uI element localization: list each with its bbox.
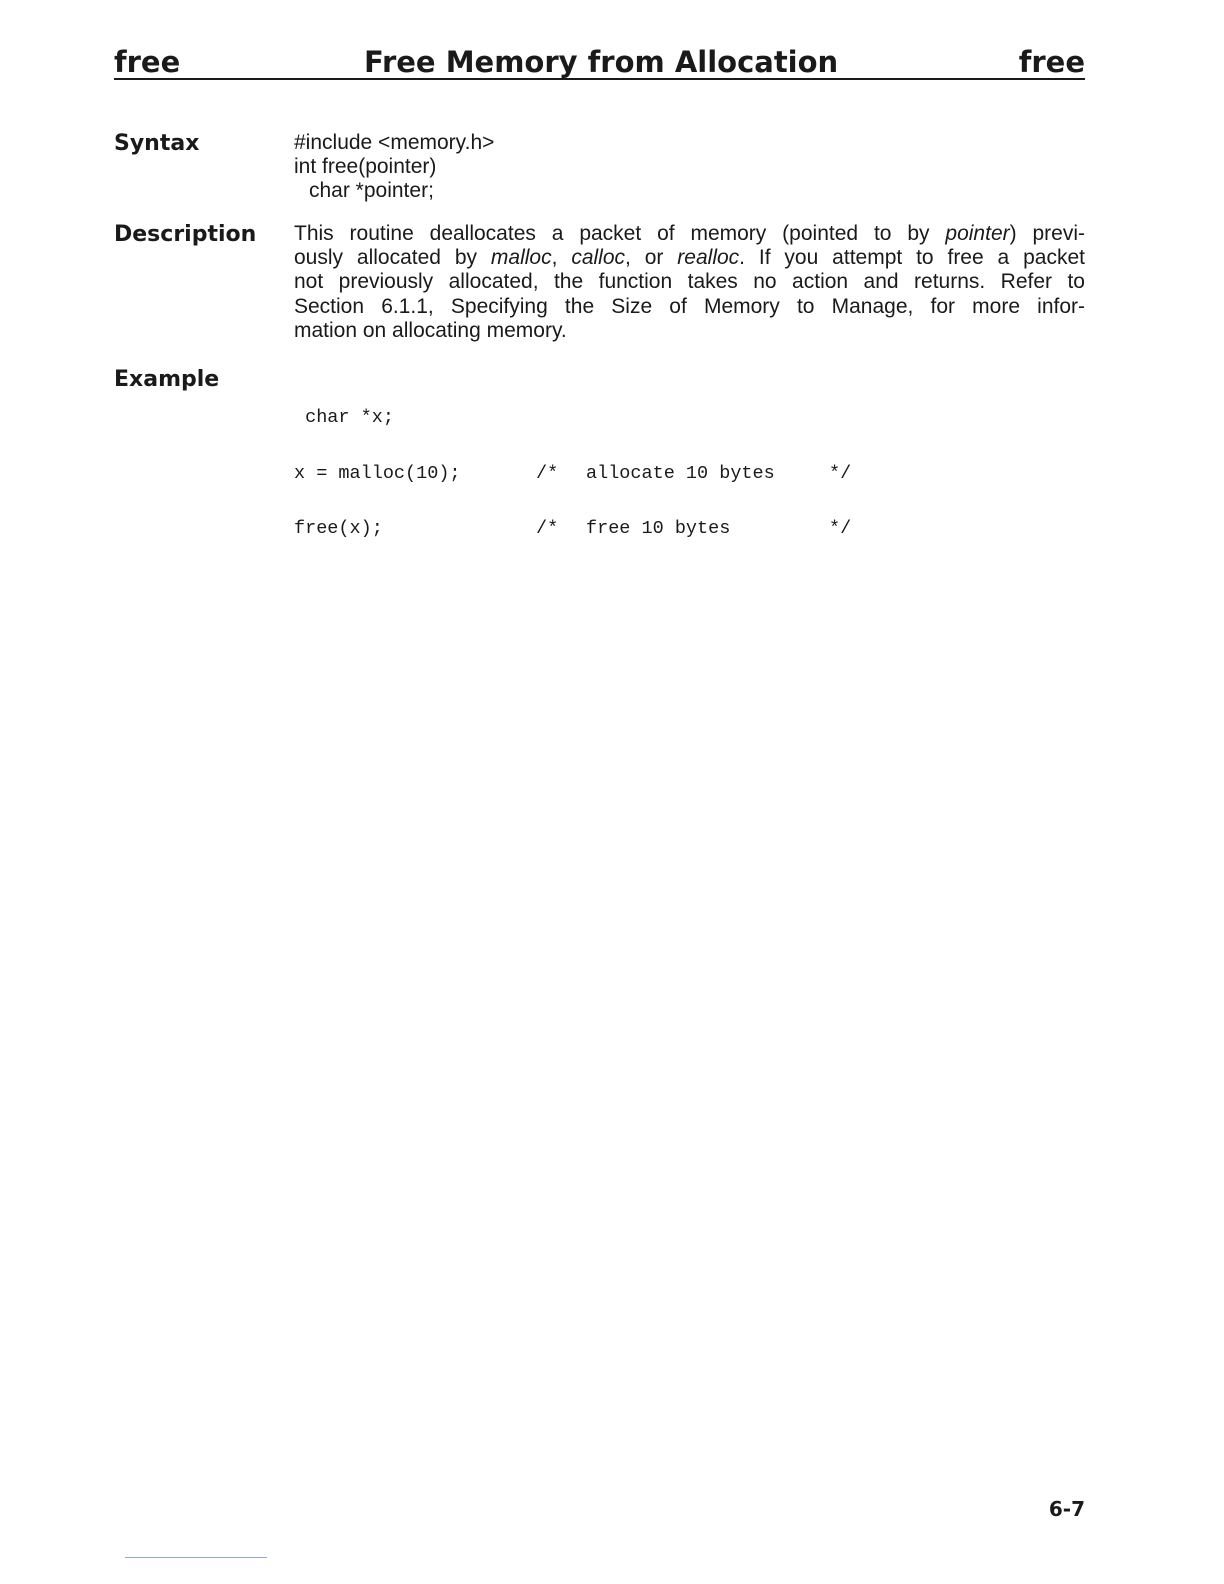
code-comment-open: /* <box>536 518 559 539</box>
example-label: Example <box>114 367 220 392</box>
header-right-keyword: free <box>1018 45 1085 79</box>
syntax-block <box>294 131 494 203</box>
description-line-5: mation on allocating memory. <box>294 318 567 342</box>
code-row <box>294 462 852 484</box>
header-title: Free Memory from Allocation <box>364 45 839 79</box>
code-statement: x = malloc(10); <box>294 462 461 484</box>
term-pointer: pointer <box>945 222 1010 245</box>
description-text-run: ously allocated by <box>294 246 491 270</box>
header-left-keyword: free <box>114 45 181 79</box>
syntax-line-include: #include <memory.h> <box>294 131 495 154</box>
code-statement: char *x; <box>294 407 394 428</box>
example-code-block <box>294 372 852 557</box>
code-comment-close: */ <box>829 518 852 539</box>
description-line-3: not previously allocated, the function takes no action and returns. Refer to <box>294 270 1085 294</box>
term-calloc: calloc <box>571 246 626 270</box>
term-malloc: malloc <box>490 246 552 270</box>
description-text-run: ) previ- <box>1009 222 1086 245</box>
code-comment-text: allocate 10 bytes <box>586 462 775 484</box>
description-text <box>294 222 1085 343</box>
description-text-run: , <box>551 246 572 270</box>
syntax-line-signature: int free(pointer) <box>294 155 437 178</box>
footer-rule <box>125 1557 267 1558</box>
description-label: Description <box>114 222 257 247</box>
description-text-run: . If you attempt to free a packet <box>739 246 1085 270</box>
syntax-label: Syntax <box>114 131 200 156</box>
code-statement: free(x); <box>294 518 383 539</box>
code-comment-open: /* <box>536 462 559 484</box>
code-comment-text: free 10 bytes <box>586 518 731 539</box>
description-line-2 <box>294 246 1085 270</box>
description-line-1 <box>294 222 1085 246</box>
page-header <box>114 42 1085 80</box>
code-row <box>294 518 852 539</box>
code-comment-close: */ <box>829 462 852 484</box>
description-text-run: , or <box>625 246 678 270</box>
term-realloc: realloc <box>677 246 740 270</box>
description-line-4: Section 6.1.1, Specifying the Size of Memory to Manage, for more infor- <box>294 294 1085 318</box>
syntax-line-parameter: char *pointer; <box>309 179 434 202</box>
page-number: 6-7 <box>1048 1497 1085 1521</box>
code-row <box>294 407 394 428</box>
description-text-run: This routine deallocates a packet of memory (pointed to by <box>294 222 946 245</box>
